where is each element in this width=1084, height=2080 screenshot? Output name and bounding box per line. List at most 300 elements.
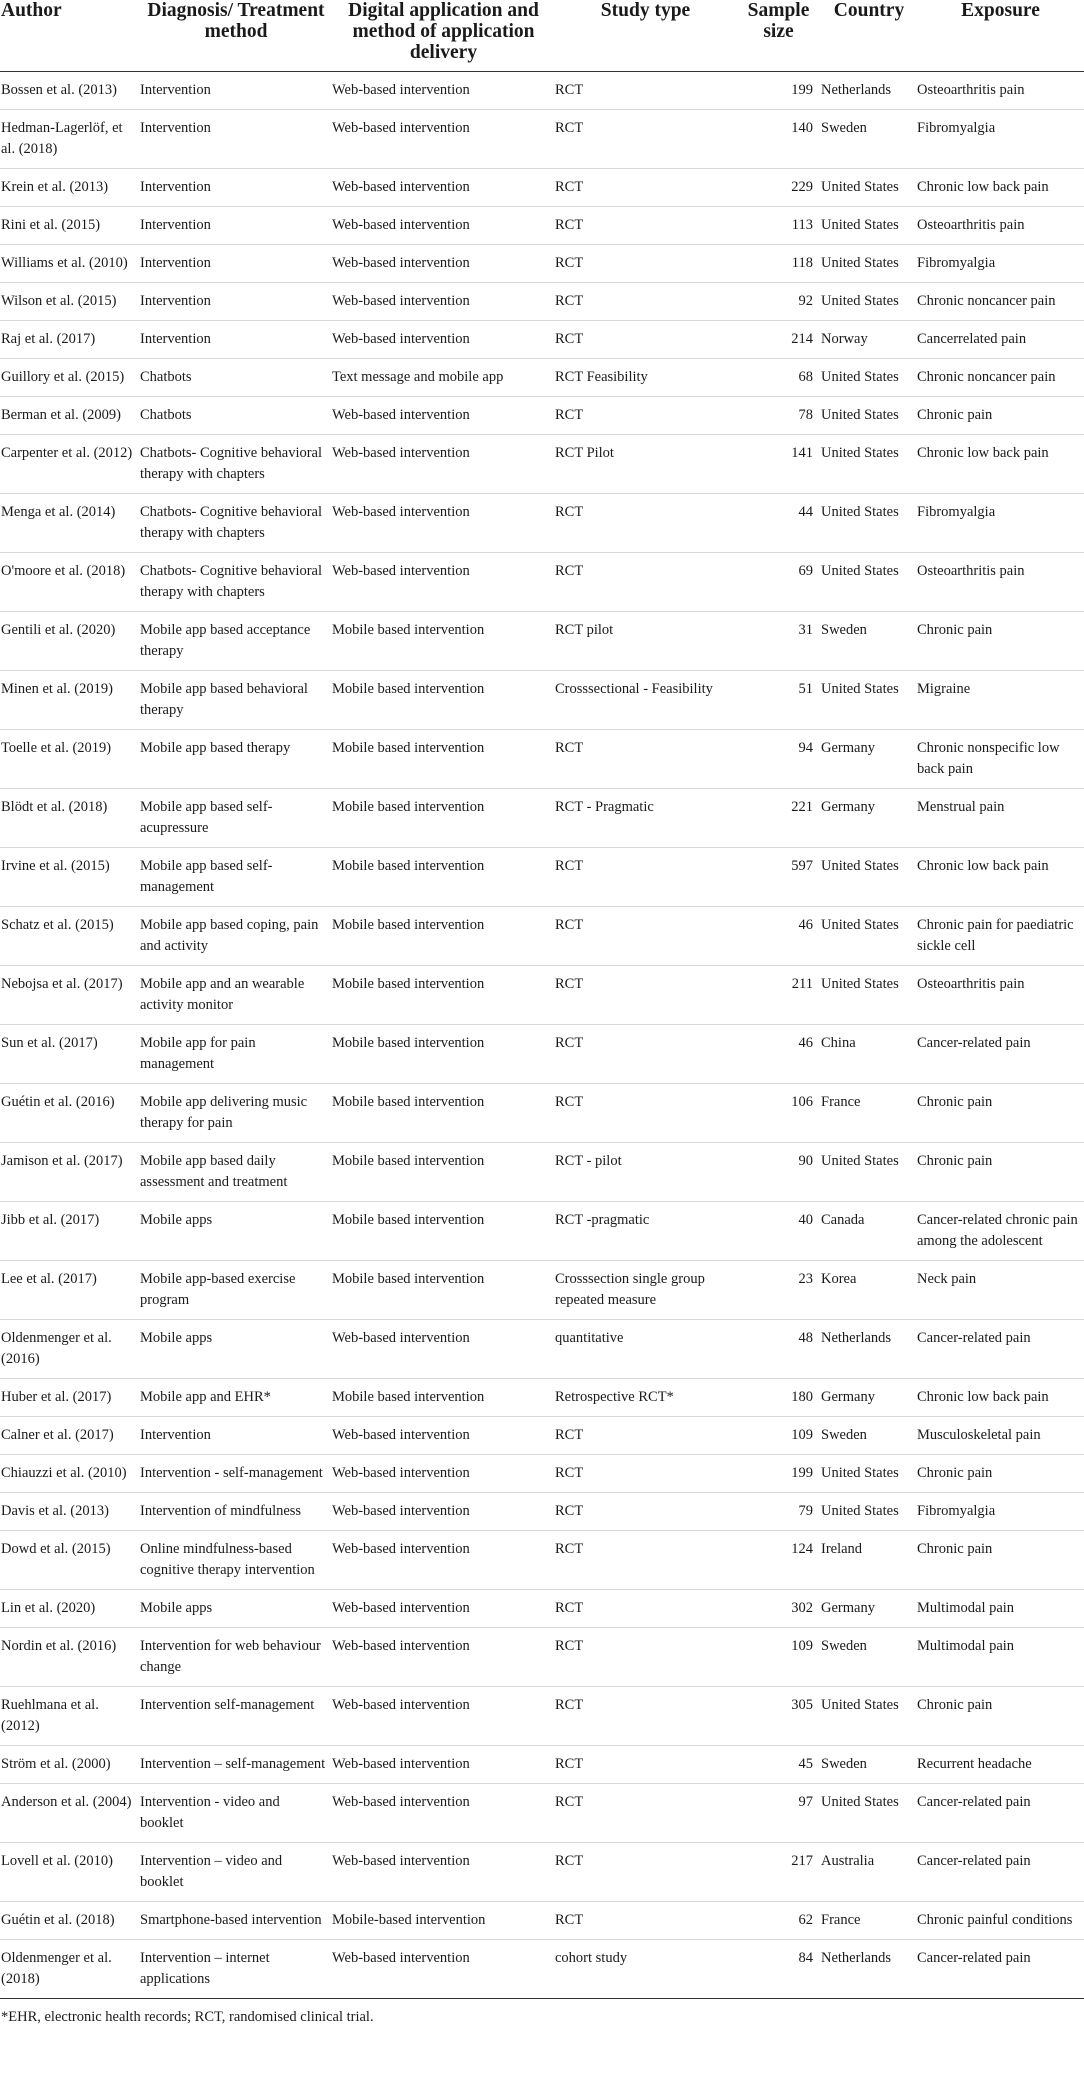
cell-country: Sweden (821, 1628, 917, 1687)
cell-study-type: cohort study (555, 1940, 736, 1999)
cell-country: United States (821, 359, 917, 397)
cell-exposure: Recurrent headache (917, 1746, 1084, 1784)
cell-digital-application: Web-based intervention (332, 169, 555, 207)
cell-exposure: Chronic nonspecific low back pain (917, 730, 1084, 789)
cell-exposure: Chronic noncancer pain (917, 359, 1084, 397)
cell-digital-application: Mobile based intervention (332, 789, 555, 848)
cell-sample-size: 48 (736, 1320, 821, 1379)
cell-exposure: Cancer-related pain (917, 1843, 1084, 1902)
header-study-type: Study type (555, 0, 736, 72)
cell-sample-size: 229 (736, 169, 821, 207)
cell-diagnosis: Chatbots- Cognitive behavioral therapy with chapters (140, 553, 332, 612)
cell-sample-size: 113 (736, 207, 821, 245)
cell-exposure: Migraine (917, 671, 1084, 730)
cell-country: United States (821, 907, 917, 966)
cell-author: Hedman-Lagerlöf, et al. (2018) (0, 110, 140, 169)
table-row (0, 1628, 1084, 1687)
cell-author: Williams et al. (2010) (0, 245, 140, 283)
cell-country: Sweden (821, 612, 917, 671)
cell-digital-application: Web-based intervention (332, 1784, 555, 1843)
cell-sample-size: 109 (736, 1628, 821, 1687)
cell-study-type: RCT (555, 553, 736, 612)
cell-diagnosis: Mobile app based therapy (140, 730, 332, 789)
cell-country: Germany (821, 789, 917, 848)
cell-study-type: RCT -pragmatic (555, 1202, 736, 1261)
table-row (0, 1843, 1084, 1902)
cell-diagnosis: Mobile app based behavioral therapy (140, 671, 332, 730)
cell-author: Toelle et al. (2019) (0, 730, 140, 789)
cell-author: Nebojsa et al. (2017) (0, 966, 140, 1025)
cell-author: Dowd et al. (2015) (0, 1531, 140, 1590)
table-row (0, 283, 1084, 321)
cell-country: Germany (821, 1590, 917, 1628)
cell-sample-size: 199 (736, 1455, 821, 1493)
cell-country: United States (821, 245, 917, 283)
cell-digital-application: Web-based intervention (332, 283, 555, 321)
cell-sample-size: 214 (736, 321, 821, 359)
cell-study-type: RCT (555, 169, 736, 207)
cell-digital-application: Mobile based intervention (332, 1379, 555, 1417)
cell-author: Irvine et al. (2015) (0, 848, 140, 907)
cell-country: United States (821, 1784, 917, 1843)
cell-country: Sweden (821, 110, 917, 169)
cell-study-type: RCT (555, 1902, 736, 1940)
cell-study-type: Crosssectional - Feasibility (555, 671, 736, 730)
header-sample-size: Sample size (736, 0, 821, 72)
cell-country: United States (821, 848, 917, 907)
cell-sample-size: 45 (736, 1746, 821, 1784)
cell-study-type: RCT (555, 966, 736, 1025)
table-row (0, 1455, 1084, 1493)
cell-exposure: Osteoarthritis pain (917, 966, 1084, 1025)
cell-author: Berman et al. (2009) (0, 397, 140, 435)
cell-diagnosis: Intervention self-management (140, 1687, 332, 1746)
cell-digital-application: Web-based intervention (332, 1628, 555, 1687)
cell-diagnosis: Mobile apps (140, 1320, 332, 1379)
cell-digital-application: Text message and mobile app (332, 359, 555, 397)
cell-country: Norway (821, 321, 917, 359)
cell-digital-application: Web-based intervention (332, 245, 555, 283)
cell-exposure: Fibromyalgia (917, 110, 1084, 169)
table-row (0, 1025, 1084, 1084)
cell-author: Jibb et al. (2017) (0, 1202, 140, 1261)
cell-country: United States (821, 1493, 917, 1531)
cell-study-type: RCT (555, 207, 736, 245)
table-row (0, 169, 1084, 207)
cell-diagnosis: Chatbots- Cognitive behavioral therapy with chapters (140, 494, 332, 553)
cell-study-type: RCT pilot (555, 612, 736, 671)
cell-study-type: RCT (555, 494, 736, 553)
cell-study-type: RCT (555, 1628, 736, 1687)
cell-sample-size: 597 (736, 848, 821, 907)
cell-study-type: Crosssection single group repeated measure (555, 1261, 736, 1320)
cell-diagnosis: Mobile app and EHR* (140, 1379, 332, 1417)
cell-author: Guillory et al. (2015) (0, 359, 140, 397)
cell-sample-size: 94 (736, 730, 821, 789)
cell-country: United States (821, 1143, 917, 1202)
cell-sample-size: 106 (736, 1084, 821, 1143)
cell-study-type: RCT - pilot (555, 1143, 736, 1202)
cell-country: United States (821, 397, 917, 435)
cell-country: Ireland (821, 1531, 917, 1590)
cell-diagnosis: Mobile app-based exercise program (140, 1261, 332, 1320)
cell-author: Sun et al. (2017) (0, 1025, 140, 1084)
cell-country: Sweden (821, 1746, 917, 1784)
cell-author: Davis et al. (2013) (0, 1493, 140, 1531)
table-row (0, 789, 1084, 848)
cell-diagnosis: Intervention – internet applications (140, 1940, 332, 1999)
table-row (0, 245, 1084, 283)
cell-author: Schatz et al. (2015) (0, 907, 140, 966)
cell-digital-application: Web-based intervention (332, 207, 555, 245)
cell-diagnosis: Mobile app for pain management (140, 1025, 332, 1084)
table-row (0, 1940, 1084, 1999)
cell-diagnosis: Intervention (140, 72, 332, 110)
cell-diagnosis: Intervention (140, 321, 332, 359)
cell-author: Minen et al. (2019) (0, 671, 140, 730)
cell-sample-size: 140 (736, 110, 821, 169)
cell-author: Ström et al. (2000) (0, 1746, 140, 1784)
cell-sample-size: 46 (736, 1025, 821, 1084)
cell-sample-size: 199 (736, 72, 821, 110)
cell-country: Germany (821, 730, 917, 789)
cell-sample-size: 78 (736, 397, 821, 435)
cell-exposure: Multimodal pain (917, 1590, 1084, 1628)
cell-study-type: RCT (555, 245, 736, 283)
table-row (0, 1084, 1084, 1143)
table-row (0, 494, 1084, 553)
cell-exposure: Osteoarthritis pain (917, 72, 1084, 110)
cell-exposure: Chronic pain (917, 397, 1084, 435)
cell-study-type: RCT (555, 72, 736, 110)
cell-digital-application: Mobile based intervention (332, 1084, 555, 1143)
cell-digital-application: Mobile-based intervention (332, 1902, 555, 1940)
cell-diagnosis: Mobile app based coping, pain and activity (140, 907, 332, 966)
cell-diagnosis: Mobile app based daily assessment and treatment (140, 1143, 332, 1202)
table-row (0, 435, 1084, 494)
cell-exposure: Cancer-related pain (917, 1784, 1084, 1843)
cell-sample-size: 62 (736, 1902, 821, 1940)
cell-sample-size: 46 (736, 907, 821, 966)
header-diagnosis: Diagnosis/ Treatment method (140, 0, 332, 72)
cell-country: Netherlands (821, 1940, 917, 1999)
cell-diagnosis: Mobile app based self-management (140, 848, 332, 907)
cell-diagnosis: Intervention (140, 207, 332, 245)
cell-sample-size: 180 (736, 1379, 821, 1417)
cell-country: United States (821, 169, 917, 207)
cell-exposure: Chronic pain (917, 1531, 1084, 1590)
cell-sample-size: 211 (736, 966, 821, 1025)
table-row (0, 321, 1084, 359)
cell-exposure: Osteoarthritis pain (917, 207, 1084, 245)
cell-author: Oldenmenger et al. (2016) (0, 1320, 140, 1379)
table-row (0, 1261, 1084, 1320)
table-row (0, 907, 1084, 966)
cell-country: Germany (821, 1379, 917, 1417)
cell-diagnosis: Chatbots (140, 397, 332, 435)
table-row (0, 1417, 1084, 1455)
cell-sample-size: 109 (736, 1417, 821, 1455)
cell-exposure: Cancer-related pain (917, 1940, 1084, 1999)
cell-country: France (821, 1902, 917, 1940)
cell-study-type: RCT (555, 1084, 736, 1143)
table-row (0, 612, 1084, 671)
cell-diagnosis: Mobile app based self-acupressure (140, 789, 332, 848)
cell-study-type: RCT (555, 848, 736, 907)
cell-country: United States (821, 494, 917, 553)
cell-author: Lee et al. (2017) (0, 1261, 140, 1320)
cell-diagnosis: Mobile apps (140, 1590, 332, 1628)
table-row (0, 553, 1084, 612)
header-country: Country (821, 0, 917, 72)
cell-author: Huber et al. (2017) (0, 1379, 140, 1417)
cell-study-type: RCT (555, 730, 736, 789)
cell-study-type: RCT (555, 1493, 736, 1531)
cell-country: Australia (821, 1843, 917, 1902)
cell-sample-size: 97 (736, 1784, 821, 1843)
cell-exposure: Musculoskeletal pain (917, 1417, 1084, 1455)
cell-sample-size: 217 (736, 1843, 821, 1902)
cell-exposure: Cancerrelated pain (917, 321, 1084, 359)
cell-exposure: Cancer-related chronic pain among the adolescent (917, 1202, 1084, 1261)
table-row (0, 1687, 1084, 1746)
cell-exposure: Chronic pain for paediatric sickle cell (917, 907, 1084, 966)
cell-exposure: Chronic low back pain (917, 435, 1084, 494)
cell-digital-application: Mobile based intervention (332, 612, 555, 671)
cell-digital-application: Mobile based intervention (332, 966, 555, 1025)
cell-country: United States (821, 671, 917, 730)
cell-digital-application: Web-based intervention (332, 1320, 555, 1379)
table-header (0, 0, 1084, 72)
table-row (0, 1784, 1084, 1843)
cell-digital-application: Web-based intervention (332, 1746, 555, 1784)
cell-digital-application: Mobile based intervention (332, 907, 555, 966)
cell-author: Calner et al. (2017) (0, 1417, 140, 1455)
cell-study-type: RCT (555, 1455, 736, 1493)
cell-study-type: RCT (555, 1025, 736, 1084)
cell-digital-application: Web-based intervention (332, 1940, 555, 1999)
cell-exposure: Neck pain (917, 1261, 1084, 1320)
cell-exposure: Chronic pain (917, 1084, 1084, 1143)
table-row (0, 207, 1084, 245)
cell-author: Chiauzzi et al. (2010) (0, 1455, 140, 1493)
table-row (0, 730, 1084, 789)
cell-study-type: RCT (555, 1531, 736, 1590)
cell-digital-application: Mobile based intervention (332, 1143, 555, 1202)
cell-exposure: Menstrual pain (917, 789, 1084, 848)
cell-study-type: Retrospective RCT* (555, 1379, 736, 1417)
cell-digital-application: Web-based intervention (332, 321, 555, 359)
cell-digital-application: Web-based intervention (332, 1687, 555, 1746)
cell-country: France (821, 1084, 917, 1143)
cell-diagnosis: Intervention of mindfulness (140, 1493, 332, 1531)
table-row (0, 1143, 1084, 1202)
cell-study-type: quantitative (555, 1320, 736, 1379)
header-digital-application: Digital application and method of application delivery (332, 0, 555, 72)
cell-country: Netherlands (821, 1320, 917, 1379)
cell-study-type: RCT (555, 907, 736, 966)
cell-diagnosis: Intervention (140, 283, 332, 321)
cell-exposure: Chronic pain (917, 1143, 1084, 1202)
table-row (0, 72, 1084, 110)
cell-sample-size: 44 (736, 494, 821, 553)
cell-sample-size: 51 (736, 671, 821, 730)
cell-exposure: Chronic low back pain (917, 169, 1084, 207)
cell-exposure: Chronic noncancer pain (917, 283, 1084, 321)
cell-sample-size: 69 (736, 553, 821, 612)
cell-study-type: RCT Feasibility (555, 359, 736, 397)
cell-sample-size: 84 (736, 1940, 821, 1999)
cell-diagnosis: Mobile apps (140, 1202, 332, 1261)
cell-sample-size: 302 (736, 1590, 821, 1628)
cell-country: Sweden (821, 1417, 917, 1455)
table-row (0, 359, 1084, 397)
table-row (0, 110, 1084, 169)
cell-digital-application: Web-based intervention (332, 72, 555, 110)
cell-diagnosis: Intervention – self-management (140, 1746, 332, 1784)
cell-study-type: RCT (555, 397, 736, 435)
cell-digital-application: Web-based intervention (332, 435, 555, 494)
cell-author: Blödt et al. (2018) (0, 789, 140, 848)
cell-exposure: Fibromyalgia (917, 1493, 1084, 1531)
cell-study-type: RCT (555, 1843, 736, 1902)
table-row (0, 1379, 1084, 1417)
cell-digital-application: Mobile based intervention (332, 730, 555, 789)
cell-sample-size: 23 (736, 1261, 821, 1320)
cell-author: Gentili et al. (2020) (0, 612, 140, 671)
cell-study-type: RCT (555, 1784, 736, 1843)
cell-exposure: Fibromyalgia (917, 245, 1084, 283)
cell-country: United States (821, 1687, 917, 1746)
cell-country: United States (821, 435, 917, 494)
cell-author: Bossen et al. (2013) (0, 72, 140, 110)
cell-sample-size: 92 (736, 283, 821, 321)
cell-digital-application: Web-based intervention (332, 397, 555, 435)
cell-diagnosis: Intervention – video and booklet (140, 1843, 332, 1902)
cell-diagnosis: Intervention (140, 245, 332, 283)
cell-exposure: Cancer-related pain (917, 1320, 1084, 1379)
cell-digital-application: Web-based intervention (332, 494, 555, 553)
cell-diagnosis: Intervention for web behaviour change (140, 1628, 332, 1687)
cell-country: China (821, 1025, 917, 1084)
cell-digital-application: Web-based intervention (332, 1417, 555, 1455)
cell-exposure: Chronic pain (917, 1687, 1084, 1746)
cell-sample-size: 221 (736, 789, 821, 848)
table-body (0, 72, 1084, 1999)
cell-author: Lovell et al. (2010) (0, 1843, 140, 1902)
cell-sample-size: 31 (736, 612, 821, 671)
cell-country: United States (821, 207, 917, 245)
cell-diagnosis: Intervention - self-management (140, 1455, 332, 1493)
table-row (0, 1202, 1084, 1261)
cell-diagnosis: Intervention (140, 1417, 332, 1455)
table-row (0, 1746, 1084, 1784)
table-row (0, 1493, 1084, 1531)
cell-diagnosis: Intervention (140, 169, 332, 207)
header-row (0, 0, 1084, 72)
cell-exposure: Chronic low back pain (917, 1379, 1084, 1417)
table-row (0, 966, 1084, 1025)
cell-exposure: Chronic painful conditions (917, 1902, 1084, 1940)
cell-diagnosis: Mobile app based acceptance therapy (140, 612, 332, 671)
cell-sample-size: 79 (736, 1493, 821, 1531)
cell-sample-size: 90 (736, 1143, 821, 1202)
cell-exposure: Osteoarthritis pain (917, 553, 1084, 612)
cell-author: Jamison et al. (2017) (0, 1143, 140, 1202)
cell-digital-application: Mobile based intervention (332, 1025, 555, 1084)
cell-author: Oldenmenger et al. (2018) (0, 1940, 140, 1999)
table-row (0, 1590, 1084, 1628)
cell-author: Menga et al. (2014) (0, 494, 140, 553)
cell-study-type: RCT - Pragmatic (555, 789, 736, 848)
cell-country: United States (821, 966, 917, 1025)
cell-digital-application: Mobile based intervention (332, 848, 555, 907)
cell-country: United States (821, 1455, 917, 1493)
table-row (0, 848, 1084, 907)
table-footnote: *EHR, electronic health records; RCT, randomised clinical trial. (1, 2009, 374, 2025)
cell-sample-size: 40 (736, 1202, 821, 1261)
cell-digital-application: Mobile based intervention (332, 1261, 555, 1320)
header-exposure: Exposure (917, 0, 1084, 72)
cell-diagnosis: Intervention - video and booklet (140, 1784, 332, 1843)
cell-sample-size: 305 (736, 1687, 821, 1746)
cell-author: Ruehlmana et al. (2012) (0, 1687, 140, 1746)
header-author: Author (0, 0, 140, 72)
cell-digital-application: Web-based intervention (332, 1493, 555, 1531)
cell-author: Carpenter et al. (2012) (0, 435, 140, 494)
cell-diagnosis: Smartphone-based intervention (140, 1902, 332, 1940)
cell-study-type: RCT (555, 110, 736, 169)
cell-digital-application: Web-based intervention (332, 1455, 555, 1493)
cell-author: O'moore et al. (2018) (0, 553, 140, 612)
cell-exposure: Cancer-related pain (917, 1025, 1084, 1084)
cell-author: Wilson et al. (2015) (0, 283, 140, 321)
cell-country: United States (821, 283, 917, 321)
cell-digital-application: Web-based intervention (332, 1531, 555, 1590)
cell-digital-application: Web-based intervention (332, 553, 555, 612)
cell-digital-application: Mobile based intervention (332, 671, 555, 730)
cell-exposure: Multimodal pain (917, 1628, 1084, 1687)
cell-author: Nordin et al. (2016) (0, 1628, 140, 1687)
cell-study-type: RCT (555, 1687, 736, 1746)
cell-sample-size: 141 (736, 435, 821, 494)
cell-author: Krein et al. (2013) (0, 169, 140, 207)
cell-exposure: Chronic pain (917, 1455, 1084, 1493)
table-row (0, 1320, 1084, 1379)
cell-digital-application: Web-based intervention (332, 1843, 555, 1902)
cell-study-type: RCT (555, 1746, 736, 1784)
cell-digital-application: Web-based intervention (332, 1590, 555, 1628)
cell-country: Korea (821, 1261, 917, 1320)
cell-country: Netherlands (821, 72, 917, 110)
cell-sample-size: 118 (736, 245, 821, 283)
cell-study-type: RCT (555, 1590, 736, 1628)
cell-exposure: Chronic low back pain (917, 848, 1084, 907)
cell-diagnosis: Chatbots- Cognitive behavioral therapy with chapters (140, 435, 332, 494)
cell-diagnosis: Mobile app and an wearable activity monitor (140, 966, 332, 1025)
cell-diagnosis: Mobile app delivering music therapy for pain (140, 1084, 332, 1143)
cell-author: Guétin et al. (2016) (0, 1084, 140, 1143)
cell-country: Canada (821, 1202, 917, 1261)
cell-author: Anderson et al. (2004) (0, 1784, 140, 1843)
cell-author: Lin et al. (2020) (0, 1590, 140, 1628)
cell-author: Rini et al. (2015) (0, 207, 140, 245)
table-row (0, 397, 1084, 435)
cell-sample-size: 68 (736, 359, 821, 397)
table-row (0, 1902, 1084, 1940)
cell-digital-application: Mobile based intervention (332, 1202, 555, 1261)
cell-exposure: Chronic pain (917, 612, 1084, 671)
